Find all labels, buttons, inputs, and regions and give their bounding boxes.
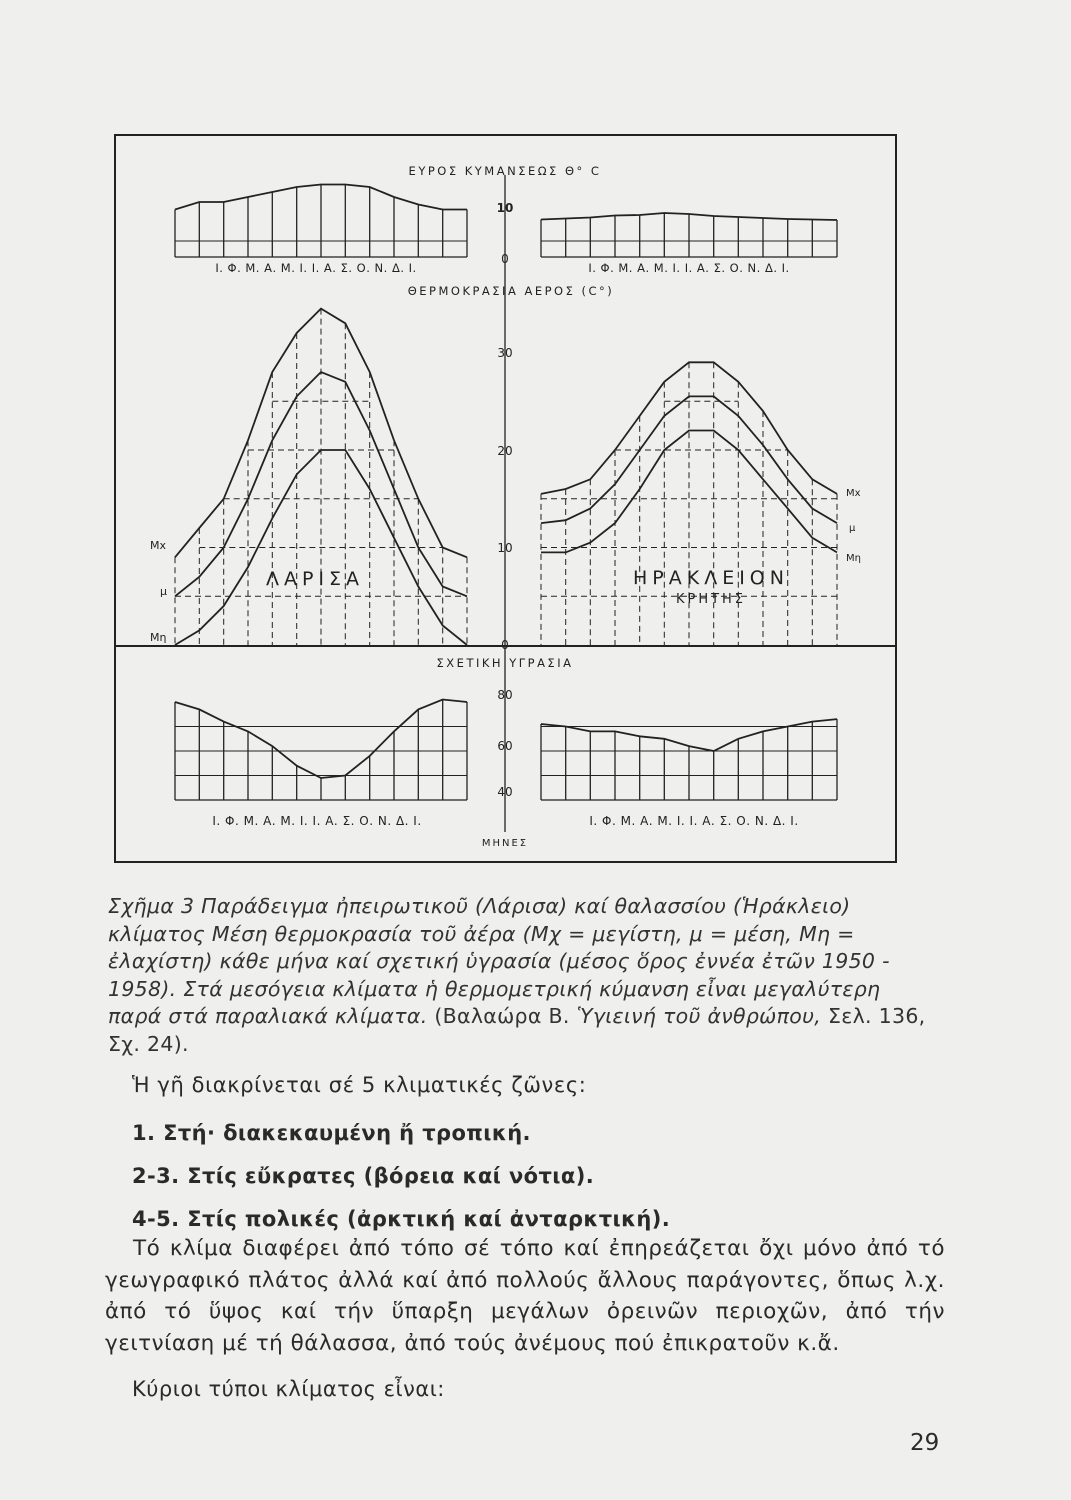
zone-tropical: 1. Στή· διακεκαυμένη ἤ τροπική.	[132, 1121, 531, 1145]
tick-temp-30: 30	[497, 346, 513, 360]
tick-temp-0: 0	[501, 638, 509, 652]
zone-polar: 4-5. Στίς πολικές (ἀρκτική καί ἀνταρκτική).	[132, 1207, 671, 1231]
caption-book: Ὑγιεινή τοῦ ἀνθρώπου,	[576, 1004, 822, 1028]
caption-pages: Σελ. 136, Σχ. 24).	[108, 1004, 926, 1056]
temp-title: ΘΕΡΜΟΚΡΑΣΙΑ ΑΕΡΟΣ (C°)	[407, 284, 615, 298]
zones-list	[132, 1112, 670, 1241]
climate-types-intro: Κύριοι τύποι κλίματος εἶναι:	[132, 1377, 445, 1401]
range-title: ΕΥΡΟΣ ΚΥΜΑΝΣΕΩΣ Θ° C	[408, 164, 602, 178]
hum-line-heraklion	[541, 719, 837, 751]
caption-body: Σχῆμα 3 Παράδειγμα ἠπειρωτικοῦ (Λάρισα) καί θαλασσίου (Ἡράκλειο) κλίματος Μέση θερμοκρασία τοῦ ἀέρα (Μχ = μεγίστη, μ = μέση, Μη = ἐλαχίστη) κάθε μήνα καί σχετική ὑγρασία (μέσος ὅρος ἐννέα ἐτῶν 1950 - 1958). Στά μεσόγεια κλίματα ἡ θερμομετρική κύμανση εἶναι μεγαλύτερη παρά στά παραλιακά κλίματα.	[108, 894, 890, 1028]
hum-line-larisa	[175, 700, 467, 779]
city-heraklion: ΗΡΑΚΛΕΙΟΝ	[633, 567, 789, 589]
tick-hum-80: 80	[497, 688, 513, 702]
paragraph-text: Τό κλίμα διαφέρει ἀπό τόπο σέ τόπο καί ἐπηρεάζεται ὄχι μόνο ἀπό τό γεωγραφικό πλάτος ἀλλά καί ἀπό πολλούς ἄλλους παράγοντες, ὅπως λ.χ. ἀπό τό ὕψος καί τήν ὕπαρξη μεγάλων ὀρεινῶν περιοχῶν, ἀπό τήν γειτνίαση μέ τή θάλασσα, ἀπό τούς ἀνέμους πού ἐπικρατοῦν κ.ἄ.	[105, 1236, 945, 1356]
months-range-right: Ι. Φ. Μ. Α. Μ. Ι. Ι. Α. Σ. Ο. Ν. Δ. Ι.	[588, 261, 790, 275]
zone-temperate: 2-3. Στίς εὔκρατες (βόρεια καί νότια).	[132, 1164, 595, 1188]
label-mu-right: μ	[849, 523, 856, 534]
caption-author: (Βαλαώρα Β.	[434, 1004, 570, 1028]
label-mx-left: Μx	[150, 539, 167, 552]
label-mn-right: Μη	[846, 553, 861, 564]
label-mn-left: Μη	[150, 631, 167, 644]
months-range-left: Ι. Φ. Μ. Α. Μ. Ι. Ι. Α. Σ. Ο. Ν. Δ. Ι.	[215, 261, 417, 275]
tick-range-10: 10	[496, 201, 514, 215]
city-larisa: ΛΑΡΙΣΑ	[265, 568, 365, 590]
months-hum-left: Ι. Φ. Μ. Α. Μ. Ι. Ι. Α. Σ. Ο. Ν. Δ. Ι.	[212, 814, 422, 828]
tick-range-0: 0	[501, 252, 509, 266]
months-title: ΜΗΝΕΣ	[481, 838, 529, 849]
figure-caption	[108, 893, 938, 1058]
label-mu-left: μ	[160, 585, 167, 598]
tick-temp-20: 20	[497, 444, 513, 458]
label-mx-right: Μx	[846, 488, 861, 499]
tick-hum-40: 40	[497, 785, 513, 799]
body-paragraph	[105, 1233, 945, 1359]
page-number: 29	[910, 1430, 940, 1456]
zones-intro: Ἡ γῆ διακρίνεται σέ 5 κλιματικές ζῶνες:	[132, 1073, 587, 1097]
tick-temp-10: 10	[497, 541, 513, 555]
city-heraklion-sub: ΚΡΗΤΗΣ	[675, 592, 747, 607]
humidity-title: ΣΧΕΤΙΚΗ ΥΓΡΑΣΙΑ	[436, 656, 574, 670]
months-hum-right: Ι. Φ. Μ. Α. Μ. Ι. Ι. Α. Σ. Ο. Ν. Δ. Ι.	[589, 814, 799, 828]
tick-hum-60: 60	[497, 739, 513, 753]
